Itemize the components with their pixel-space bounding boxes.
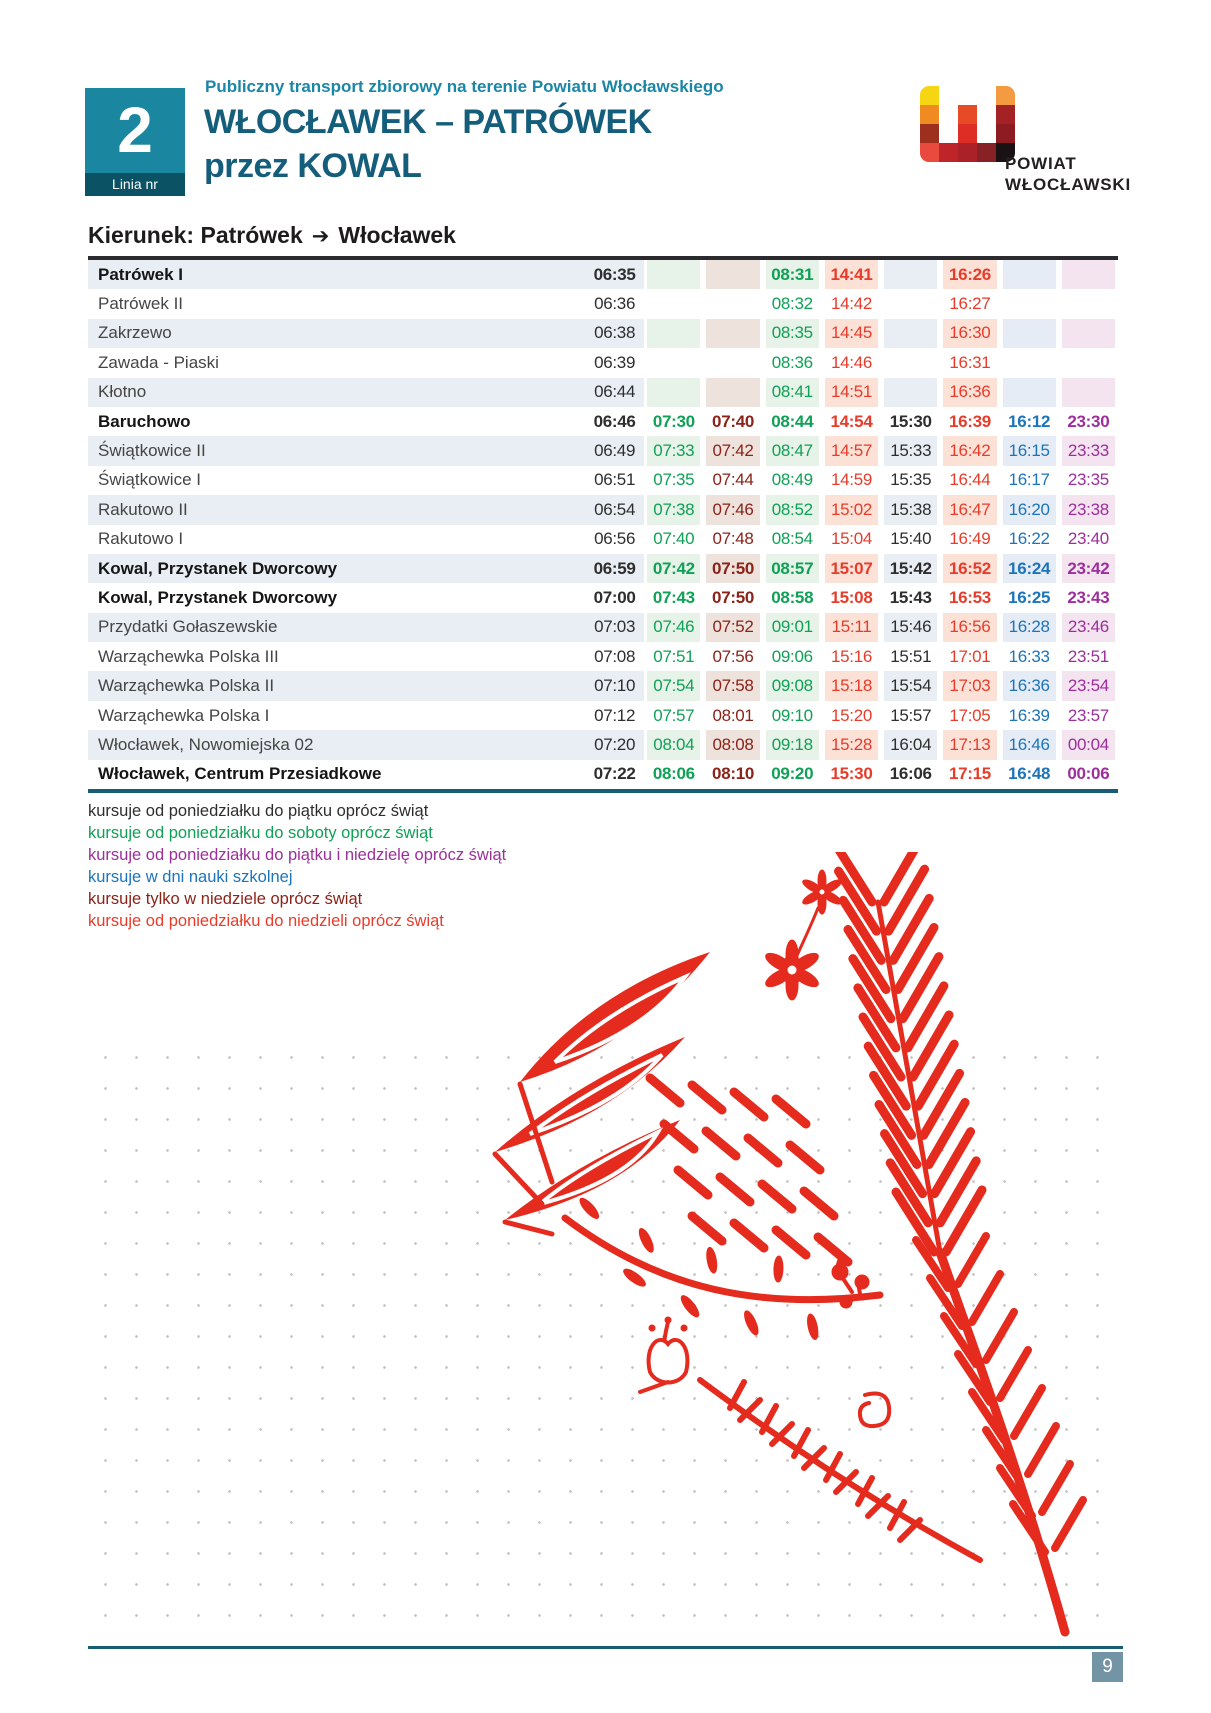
timetable xyxy=(88,256,1118,793)
time-cell: 17:15 xyxy=(948,764,991,784)
stop-name: Włocławek, Nowomiejska 02 xyxy=(88,730,585,759)
timetable-row xyxy=(88,466,1118,495)
time-cell: 16:17 xyxy=(1008,470,1050,490)
time-cell: 16:20 xyxy=(1000,495,1059,524)
time-cell: 07:50 xyxy=(712,587,755,607)
time-cell: 16:22 xyxy=(1008,529,1050,549)
time-cell: 16:48 xyxy=(1008,764,1051,784)
time-cell: 16:12 xyxy=(1008,411,1051,431)
time-cell: 09:01 xyxy=(763,613,822,642)
time-cell: 07:33 xyxy=(644,436,703,465)
time-cell xyxy=(703,289,762,318)
time-cell xyxy=(881,378,940,407)
time-cell: 06:39 xyxy=(594,352,636,372)
time-cell: 08:52 xyxy=(763,495,822,524)
logo-cell xyxy=(977,143,996,162)
time-cell: 23:30 xyxy=(1067,411,1110,431)
legend-item: kursuje od poniedziałku do piątku i niedzielę oprócz świąt xyxy=(88,846,507,864)
time-cell xyxy=(881,260,940,289)
time-cell: 08:35 xyxy=(763,319,822,348)
time-cell: 07:58 xyxy=(703,671,762,700)
logo-cell xyxy=(920,105,939,124)
time-cell: 06:54 xyxy=(585,495,644,524)
legend-item: kursuje od poniedziałku do niedzieli oprócz świąt xyxy=(88,912,444,930)
time-cell: 15:08 xyxy=(830,587,873,607)
time-cell: 07:44 xyxy=(712,470,754,490)
time-cell: 16:06 xyxy=(889,764,932,784)
time-cell: 16:39 xyxy=(1008,705,1050,725)
stop-name: Kowal, Przystanek Dworcowy xyxy=(98,587,338,607)
time-cell: 07:42 xyxy=(703,436,762,465)
folk-ornament-graphic xyxy=(400,852,1145,1667)
time-cell: 14:54 xyxy=(830,411,873,431)
time-cell: 07:40 xyxy=(653,529,695,549)
time-cell: 15:33 xyxy=(881,436,940,465)
stop-name: Rakutowo I xyxy=(98,529,184,549)
time-cell: 14:46 xyxy=(830,352,873,372)
time-cell: 08:49 xyxy=(771,470,813,490)
logo-cell xyxy=(996,124,1015,143)
time-cell: 16:27 xyxy=(949,294,991,314)
time-cell: 16:36 xyxy=(940,378,999,407)
time-cell: 16:47 xyxy=(940,495,999,524)
time-cell xyxy=(703,348,762,377)
time-cell: 16:49 xyxy=(949,529,991,549)
time-cell: 15:28 xyxy=(822,730,881,759)
time-cell: 15:30 xyxy=(889,411,932,431)
time-cell: 16:15 xyxy=(1000,436,1059,465)
time-cell xyxy=(1059,348,1118,377)
logo-cell xyxy=(920,86,939,105)
time-cell: 14:51 xyxy=(822,378,881,407)
time-cell xyxy=(881,319,940,348)
time-cell: 09:10 xyxy=(771,705,813,725)
time-cell xyxy=(1059,260,1118,289)
stop-name: Zakrzewo xyxy=(88,319,585,348)
timetable-row xyxy=(88,260,1118,289)
time-cell: 14:41 xyxy=(822,260,881,289)
logo-cell xyxy=(920,143,939,162)
time-cell: 07:52 xyxy=(703,613,762,642)
timetable-row xyxy=(88,583,1118,612)
time-cell: 16:24 xyxy=(1000,554,1059,583)
time-cell: 15:11 xyxy=(822,613,881,642)
time-cell: 07:00 xyxy=(593,587,636,607)
time-cell: 07:38 xyxy=(644,495,703,524)
time-cell: 07:54 xyxy=(644,671,703,700)
time-cell: 09:20 xyxy=(771,764,814,784)
time-cell: 07:56 xyxy=(712,646,754,666)
logo-cell xyxy=(920,124,939,143)
legend-item: kursuje od poniedziałku do soboty oprócz świąt xyxy=(88,824,433,842)
time-cell: 00:06 xyxy=(1067,764,1110,784)
time-cell: 08:44 xyxy=(771,411,814,431)
time-cell: 06:44 xyxy=(585,378,644,407)
timetable-row xyxy=(88,760,1118,789)
timetable-row xyxy=(88,701,1118,730)
stop-name: Warząchewka Polska III xyxy=(98,646,279,666)
timetable-row xyxy=(88,348,1118,377)
time-cell xyxy=(1000,260,1059,289)
time-cell: 15:20 xyxy=(830,705,873,725)
time-cell: 16:36 xyxy=(1000,671,1059,700)
time-cell: 15:02 xyxy=(822,495,881,524)
powiat-logo-text-line1: POWIAT xyxy=(1005,154,1077,173)
time-cell xyxy=(1000,378,1059,407)
time-cell: 06:59 xyxy=(585,554,644,583)
logo-cell xyxy=(996,105,1015,124)
stop-name: Zawada - Piaski xyxy=(98,352,219,372)
time-cell: 09:18 xyxy=(763,730,822,759)
time-cell: 08:36 xyxy=(771,352,813,372)
time-cell: 07:43 xyxy=(652,587,695,607)
timetable-row xyxy=(88,495,1118,524)
time-cell: 16:28 xyxy=(1000,613,1059,642)
time-cell xyxy=(644,319,703,348)
line-number-label: Linia nr xyxy=(85,173,185,196)
time-cell: 15:40 xyxy=(890,529,932,549)
time-cell: 16:46 xyxy=(1000,730,1059,759)
time-cell: 23:35 xyxy=(1067,470,1109,490)
logo-cell xyxy=(958,124,977,143)
time-cell: 16:25 xyxy=(1008,587,1051,607)
time-cell: 08:06 xyxy=(652,764,695,784)
time-cell xyxy=(1059,289,1118,318)
direction-prefix: Kierunek: Patrówek xyxy=(88,222,303,248)
time-cell: 08:08 xyxy=(703,730,762,759)
time-cell xyxy=(1059,319,1118,348)
timetable-row xyxy=(88,554,1118,583)
time-cell: 23:33 xyxy=(1059,436,1118,465)
time-cell: 15:18 xyxy=(822,671,881,700)
time-cell: 06:49 xyxy=(585,436,644,465)
time-cell xyxy=(703,378,762,407)
time-cell: 23:42 xyxy=(1059,554,1118,583)
time-cell xyxy=(1000,348,1059,377)
time-cell: 15:38 xyxy=(881,495,940,524)
time-cell xyxy=(644,289,703,318)
line-number-badge xyxy=(85,88,185,196)
timetable-row xyxy=(88,730,1118,759)
time-cell: 06:46 xyxy=(593,411,636,431)
time-cell: 16:56 xyxy=(940,613,999,642)
time-cell: 08:10 xyxy=(712,764,755,784)
legend-item: kursuje w dni nauki szkolnej xyxy=(88,868,293,886)
time-cell: 07:40 xyxy=(712,411,755,431)
time-cell: 08:32 xyxy=(771,294,813,314)
time-cell: 15:16 xyxy=(830,646,873,666)
timetable-row xyxy=(88,319,1118,348)
time-cell: 17:03 xyxy=(940,671,999,700)
stop-name: Kowal, Przystanek Dworcowy xyxy=(88,554,585,583)
time-cell: 08:57 xyxy=(763,554,822,583)
time-cell: 08:54 xyxy=(771,529,813,549)
stop-name: Świątkowice II xyxy=(88,436,585,465)
time-cell: 16:53 xyxy=(948,587,991,607)
stop-name: Przydatki Gołaszewskie xyxy=(88,613,585,642)
timetable-row xyxy=(88,613,1118,642)
time-cell: 23:38 xyxy=(1059,495,1118,524)
stop-name: Rakutowo II xyxy=(88,495,585,524)
time-cell: 07:22 xyxy=(593,764,636,784)
time-cell: 16:33 xyxy=(1008,646,1050,666)
time-cell xyxy=(644,260,703,289)
timetable-row xyxy=(88,378,1118,407)
time-cell: 07:12 xyxy=(594,705,636,725)
stop-name: Baruchowo xyxy=(98,411,191,431)
time-cell: 23:54 xyxy=(1059,671,1118,700)
time-cell: 06:35 xyxy=(585,260,644,289)
time-cell: 15:07 xyxy=(822,554,881,583)
time-cell: 15:04 xyxy=(830,529,873,549)
stop-name: Kłotno xyxy=(88,378,585,407)
time-cell xyxy=(881,348,940,377)
time-cell: 15:46 xyxy=(881,613,940,642)
time-cell: 00:04 xyxy=(1059,730,1118,759)
page-subtitle: Publiczny transport zbiorowy na terenie Powiatu Włocławskiego xyxy=(205,77,724,96)
time-cell: 07:20 xyxy=(585,730,644,759)
time-cell: 15:51 xyxy=(890,646,932,666)
time-cell: 08:04 xyxy=(644,730,703,759)
time-cell: 08:31 xyxy=(763,260,822,289)
time-cell: 07:08 xyxy=(594,646,636,666)
time-cell: 17:13 xyxy=(940,730,999,759)
timetable-row xyxy=(88,525,1118,554)
time-cell: 06:38 xyxy=(585,319,644,348)
time-cell xyxy=(644,348,703,377)
time-cell: 06:51 xyxy=(594,470,636,490)
time-cell: 07:10 xyxy=(585,671,644,700)
time-cell: 14:59 xyxy=(830,470,873,490)
logo-cell xyxy=(958,143,977,162)
powiat-logo-text xyxy=(1005,153,1131,195)
time-cell: 08:58 xyxy=(771,587,814,607)
time-cell: 07:42 xyxy=(644,554,703,583)
time-cell: 16:30 xyxy=(940,319,999,348)
time-cell: 23:51 xyxy=(1067,646,1109,666)
time-cell: 07:50 xyxy=(703,554,762,583)
stop-name: Patrówek I xyxy=(88,260,585,289)
line-number: 2 xyxy=(117,94,153,166)
time-cell: 15:30 xyxy=(830,764,873,784)
time-cell: 08:47 xyxy=(763,436,822,465)
time-cell: 16:31 xyxy=(949,352,991,372)
time-cell: 15:42 xyxy=(881,554,940,583)
time-cell: 16:39 xyxy=(948,411,991,431)
timetable-row xyxy=(88,671,1118,700)
timetable-row xyxy=(88,289,1118,318)
time-cell: 07:57 xyxy=(653,705,695,725)
stop-name: Warząchewka Polska I xyxy=(98,705,270,725)
time-cell: 14:57 xyxy=(822,436,881,465)
time-cell: 15:43 xyxy=(889,587,932,607)
time-cell: 14:45 xyxy=(822,319,881,348)
page-number-badge: 9 xyxy=(1092,1652,1123,1682)
time-cell: 16:26 xyxy=(940,260,999,289)
powiat-logo-text-line2: WŁOCŁAWSKI xyxy=(1005,175,1132,194)
time-cell: 08:01 xyxy=(712,705,754,725)
legend-item: kursuje od poniedziałku do piątku oprócz świąt xyxy=(88,802,429,820)
stop-name: Włocławek, Centrum Przesiadkowe xyxy=(98,764,382,784)
direction-suffix: Włocławek xyxy=(338,222,456,248)
logo-cell xyxy=(996,86,1015,105)
time-cell: 16:44 xyxy=(949,470,991,490)
direction-heading xyxy=(88,222,456,249)
time-cell: 23:40 xyxy=(1067,529,1109,549)
stop-name: Świątkowice I xyxy=(98,470,201,490)
time-cell xyxy=(1000,289,1059,318)
logo-cell xyxy=(958,105,977,124)
stop-name: Patrówek II xyxy=(98,294,184,314)
time-cell: 07:30 xyxy=(652,411,695,431)
time-cell: 06:36 xyxy=(594,294,636,314)
logo-cell xyxy=(939,143,958,162)
time-cell: 09:06 xyxy=(771,646,813,666)
time-cell xyxy=(1059,378,1118,407)
time-cell: 15:57 xyxy=(890,705,932,725)
time-cell: 15:35 xyxy=(890,470,932,490)
time-cell: 07:46 xyxy=(644,613,703,642)
powiat-logo-grid xyxy=(920,86,1015,162)
time-cell xyxy=(703,260,762,289)
time-cell xyxy=(881,289,940,318)
time-cell: 07:35 xyxy=(653,470,695,490)
time-cell: 14:42 xyxy=(830,294,873,314)
time-cell: 16:04 xyxy=(881,730,940,759)
time-cell xyxy=(644,378,703,407)
time-cell: 23:46 xyxy=(1059,613,1118,642)
stop-name: Warząchewka Polska II xyxy=(88,671,585,700)
time-cell: 16:52 xyxy=(940,554,999,583)
time-cell: 06:56 xyxy=(594,529,636,549)
legend-item: kursuje tylko w niedziele oprócz świąt xyxy=(88,890,363,908)
time-cell: 15:54 xyxy=(881,671,940,700)
time-cell: 17:05 xyxy=(949,705,991,725)
time-cell: 16:42 xyxy=(940,436,999,465)
timetable-row xyxy=(88,436,1118,465)
time-cell: 07:51 xyxy=(653,646,695,666)
time-cell: 23:57 xyxy=(1067,705,1109,725)
time-cell: 08:41 xyxy=(763,378,822,407)
route-title-line1: WŁOCŁAWEK – PATRÓWEK xyxy=(204,103,652,141)
time-cell xyxy=(703,319,762,348)
time-cell: 07:46 xyxy=(703,495,762,524)
right-arrow-icon: ➔ xyxy=(311,225,330,248)
timetable-row xyxy=(88,407,1118,436)
route-title-line2: przez KOWAL xyxy=(204,147,422,185)
time-cell: 09:08 xyxy=(763,671,822,700)
time-cell: 07:03 xyxy=(585,613,644,642)
time-cell: 17:01 xyxy=(949,646,991,666)
time-cell xyxy=(1000,319,1059,348)
time-cell: 07:48 xyxy=(712,529,754,549)
timetable-row xyxy=(88,642,1118,671)
time-cell: 23:43 xyxy=(1067,587,1110,607)
